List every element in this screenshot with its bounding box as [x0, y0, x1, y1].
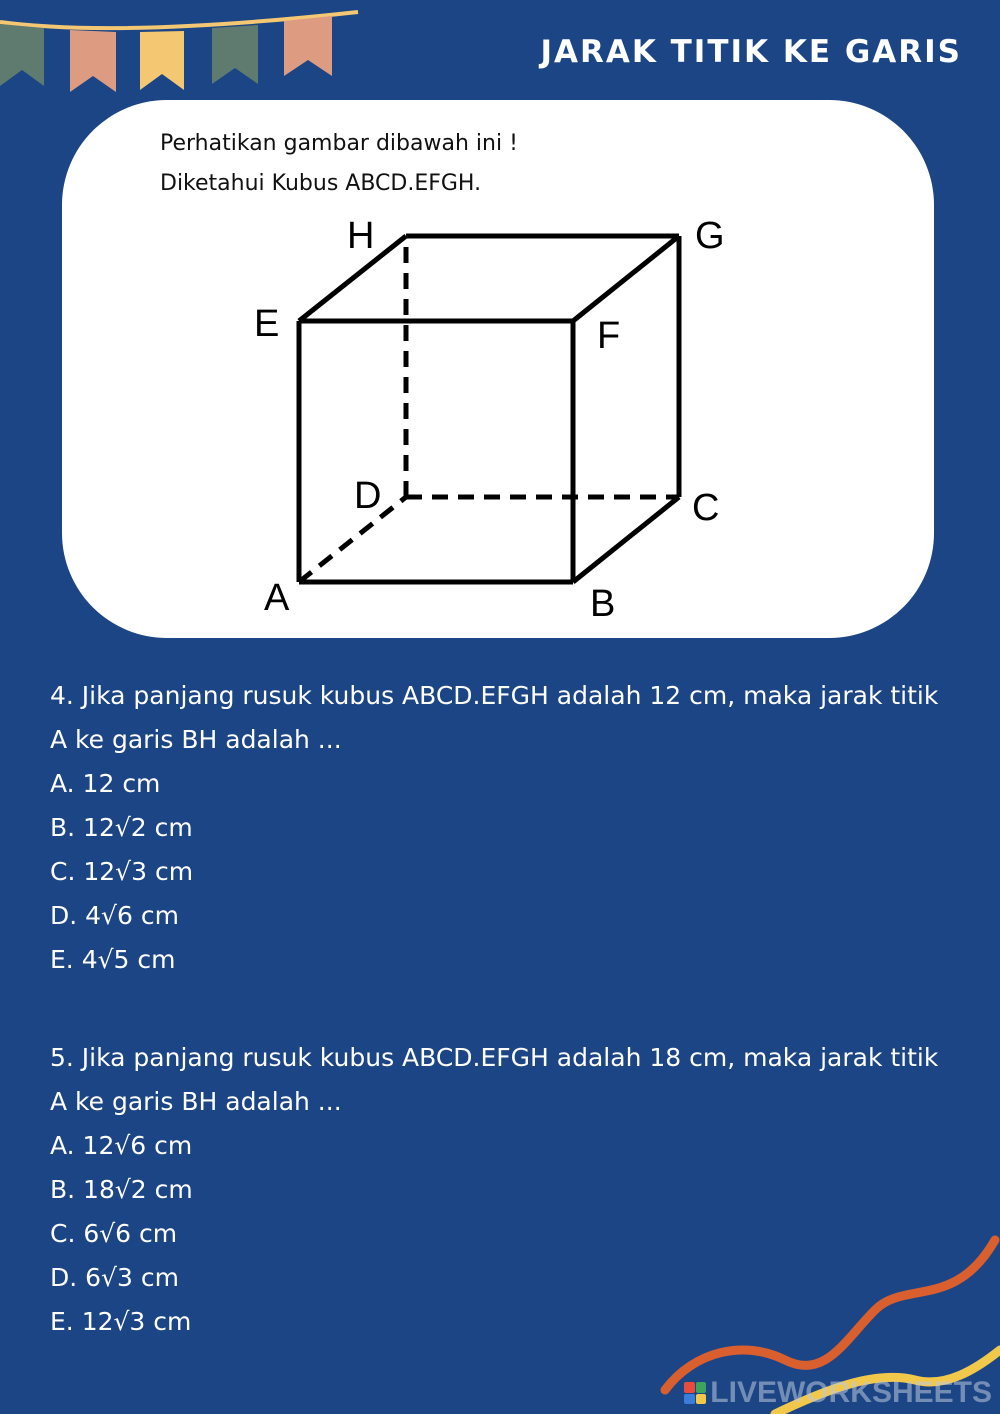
- answer-option-e[interactable]: E. 12√3 cm: [50, 1307, 192, 1336]
- edge-BC: [573, 497, 679, 582]
- bunting-flag: [212, 25, 258, 84]
- bunting-flag: [284, 16, 332, 76]
- answer-option-e[interactable]: E. 4√5 cm: [50, 945, 176, 974]
- watermark: [684, 1376, 992, 1410]
- bunting-flag: [0, 24, 44, 86]
- vertex-label-G: G: [695, 215, 725, 257]
- answer-option-c[interactable]: C. 12√3 cm: [50, 857, 194, 886]
- figure-card: [62, 100, 934, 638]
- question-text: 4. Jika panjang rusuk kubus ABCD.EFGH adalah 12 cm, maka jarak titik A ke garis BH adalah ...: [50, 681, 939, 754]
- question-text: 5. Jika panjang rusuk kubus ABCD.EFGH adalah 18 cm, maka jarak titik A ke garis BH adalah ...: [50, 1043, 939, 1116]
- bunting-flag: [140, 31, 184, 90]
- watermark-text: LIVEWORKSHEETS: [710, 1376, 992, 1409]
- cube-diagram: [62, 100, 934, 638]
- answer-option-d[interactable]: D. 4√6 cm: [50, 901, 179, 930]
- vertex-label-D: D: [354, 475, 382, 517]
- bunting-flag: [70, 30, 116, 92]
- edge-AD: [299, 497, 406, 582]
- answer-option-c[interactable]: C. 6√6 cm: [50, 1219, 178, 1248]
- page-title: JARAK TITIK KE GARIS: [540, 34, 962, 70]
- liveworksheets-logo-icon: [684, 1382, 706, 1404]
- question-4: [50, 674, 960, 982]
- intro-line: Diketahui Kubus ABCD.EFGH.: [160, 171, 482, 196]
- answer-option-b[interactable]: B. 12√2 cm: [50, 813, 193, 842]
- vertex-label-A: A: [264, 577, 290, 619]
- vertex-label-F: F: [597, 315, 621, 357]
- edge-FG: [573, 236, 679, 321]
- answer-option-a[interactable]: A. 12√6 cm: [50, 1131, 193, 1160]
- answer-option-b[interactable]: B. 18√2 cm: [50, 1175, 193, 1204]
- answer-option-a[interactable]: A. 12 cm: [50, 769, 161, 798]
- answer-option-d[interactable]: D. 6√3 cm: [50, 1263, 179, 1292]
- intro-line: Perhatikan gambar dibawah ini !: [160, 131, 518, 156]
- bunting-decoration: [0, 0, 370, 100]
- vertex-label-H: H: [347, 215, 375, 257]
- vertex-label-E: E: [254, 303, 280, 345]
- vertex-label-C: C: [692, 487, 720, 529]
- vertex-label-B: B: [590, 583, 616, 625]
